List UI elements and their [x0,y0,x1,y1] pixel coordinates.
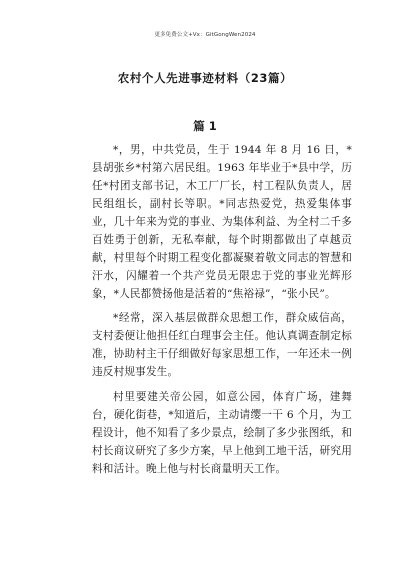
document-title: 农村个人先进事迹材料（23篇） [117,71,293,85]
header-note: 更多免费公文+Vx：GitGongWen2024 [154,32,256,38]
document-body [92,141,352,484]
paragraph: *经常，深入基层做群众思想工作，群众威信高，支村委便让他担任红白理事会主任。他认真调查制定标准，协助村主干仔细做好每家思想工作，一年还未一例违反村规事发生。 [92,312,352,379]
paragraph: *，男，中共党员，生于 1944 年 8 月 16 日，*县胡张乡*村第六居民组。1963 年毕业于*县中学，历任*村团支部书记，木工厂厂长，村工程队负责人，居民组组长，副村长等职。*同志热爱党，热爱集体事业，几十年来为党的事业、为集体利益、为全村二千多百姓勇于创新，无私奉献，每个时期都做出了卓越贡献，村里每个时期工程变化都凝聚着敬文同志的智慧和汗水，闪耀着一个共产党员无限忠于党的事业光辉形象，*人民都赞扬他是活着的“焦裕禄”，“张小民”。 [92,144,352,300]
paragraph: 村里要建关帝公园，如意公园，体育广场，建舞台，硬化街巷，*知道后，主动请缨一干 6 个月，为工程设计，他不知看了多少景点，绘制了多少张图纸，和村长商议研究了多少方案，早上他到工地干活，研究用料和活计。晚上他与村长商量明天工作。 [92,390,352,475]
section-heading: 篇 1 [193,119,217,133]
